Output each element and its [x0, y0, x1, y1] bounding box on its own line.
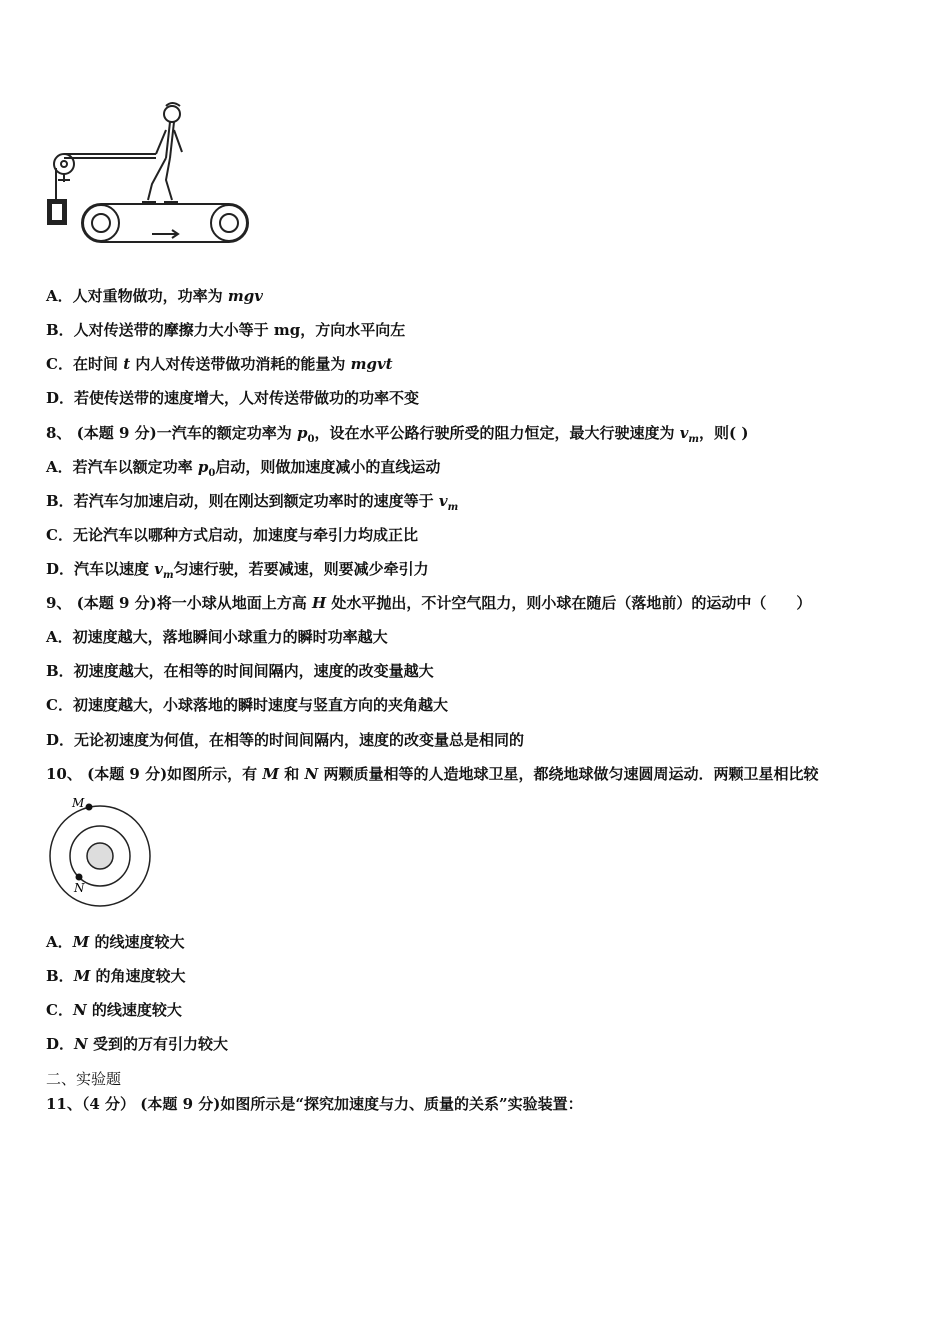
q7-option-a-var: mgv [227, 287, 263, 305]
q10-option-b-suffix: 的角速度较大 [95, 967, 186, 985]
q7-option-c-middle: 内人对传送带做功消耗的能量为 [135, 355, 346, 373]
q7-option-a [46, 286, 263, 306]
q10-stem [46, 764, 818, 784]
q8-stem-middle: ，设在水平公路行驶所受的阻力恒定，最大行驶速度为 [314, 424, 675, 442]
q8-stem-sub: 0 [307, 434, 315, 445]
q9-option-d [46, 730, 524, 750]
section-title [46, 1069, 121, 1089]
q10-option-d-suffix: 受到的万有引力较大 [92, 1035, 228, 1053]
q7-option-c [46, 354, 393, 374]
q8-option-c [46, 525, 418, 545]
person-head [164, 106, 180, 122]
q8-stem-var2: v [679, 424, 689, 442]
satellite-orbit-figure [44, 796, 156, 910]
q10-option-a-prefix: A． [46, 933, 73, 951]
satellite-m-label: M [72, 796, 85, 810]
q8-option-a-sub: 0 [208, 468, 216, 479]
q10-option-b [46, 966, 186, 986]
q10-option-d [46, 1034, 228, 1054]
treadmill-pulley-figure [44, 100, 254, 250]
q8-option-d-prefix: D．汽车以速度 [46, 560, 150, 578]
q8-stem-prefix: 8、 (本题 9 分)一汽车的额定功率为 [46, 424, 292, 442]
q11-stem [46, 1094, 583, 1114]
q10-option-c [46, 1000, 182, 1020]
q7-option-d-text: D．若使传送带的速度增大，人对传送带做功的功率不变 [46, 389, 420, 407]
earth [87, 843, 113, 869]
q10-stem-middle: 和 [284, 765, 300, 783]
q9-stem-suffix: 处水平抛出，不计空气阻力，则小球在随后（落地前）的运动中（ ） [331, 594, 812, 612]
q8-option-b [46, 491, 458, 518]
q10-option-d-var: N [74, 1035, 88, 1053]
q8-option-b-prefix: B．若汽车匀加速启动，则在刚达到额定功率时的速度等于 [46, 492, 434, 510]
q10-stem-suffix: 两颗质量相等的人造地球卫星，都绕地球做匀速圆周运动．两颗卫星相比较 [323, 765, 819, 783]
q8-option-a-var: p [197, 458, 209, 476]
section-title-text: 二、实验题 [46, 1070, 122, 1088]
q9-stem [46, 593, 811, 613]
q10-option-a [46, 932, 185, 952]
q8-stem-sub2: m [688, 434, 700, 445]
q8-option-d-var: v [154, 560, 163, 578]
q11-stem-text: 11、（4 分） (本题 9 分)如图所示是“探究加速度与力、质量的关系”实验装置： [46, 1095, 583, 1113]
q8-stem-var: p [296, 424, 308, 442]
q10-option-c-prefix: C． [46, 1001, 73, 1019]
q10-stem-var2: N [304, 765, 319, 783]
q8-stem [46, 423, 748, 450]
q7-option-b [46, 320, 405, 340]
q10-option-b-var: M [73, 967, 91, 985]
q10-option-c-var: N [72, 1001, 87, 1019]
q8-option-d-suffix: 匀速行驶，若要减速，则要减少牵引力 [173, 560, 429, 578]
q9-option-c-text: C．初速度越大，小球落地的瞬时速度与竖直方向的夹角越大 [46, 696, 448, 714]
q10-option-d-prefix: D． [46, 1035, 75, 1053]
q8-stem-suffix: ，则( ) [699, 424, 749, 442]
q9-option-a-text: A．初速度越大，落地瞬间小球重力的瞬时功率越大 [46, 628, 388, 646]
q8-option-a-suffix: 启动，则做加速度减小的直线运动 [215, 458, 441, 476]
q8-option-d-sub: m [162, 570, 174, 581]
q7-option-a-prefix: A．人对重物做功，功率为 [46, 287, 223, 305]
q9-option-a [46, 627, 388, 647]
q9-option-c [46, 695, 448, 715]
q7-option-c-var1: t [123, 355, 131, 373]
q8-option-a [46, 457, 440, 484]
satellite-n-label: N [74, 881, 85, 895]
q9-option-b-text: B．初速度越大，在相等的时间间隔内，速度的改变量越大 [46, 662, 434, 680]
conveyor-belt [82, 204, 248, 242]
q10-stem-var1: M [262, 765, 280, 783]
q10-option-b-prefix: B． [46, 967, 74, 985]
q7-option-c-prefix: C．在时间 [46, 355, 118, 373]
q8-option-d [46, 559, 429, 586]
q7-option-c-var2: mgvt [350, 355, 393, 373]
q10-option-c-suffix: 的线速度较大 [91, 1001, 182, 1019]
q8-option-b-var: v [438, 492, 448, 510]
q7-option-d [46, 388, 419, 408]
q10-option-a-var: M [72, 933, 90, 951]
q8-option-a-prefix: A．若汽车以额定功率 [46, 458, 193, 476]
q9-option-b [46, 661, 434, 681]
q8-option-b-sub: m [447, 502, 459, 513]
q7-option-b-text: B．人对传送带的摩擦力大小等于 mg，方向水平向左 [46, 321, 406, 339]
q9-stem-prefix: 9、 (本题 9 分)将一小球从地面上方高 [46, 594, 307, 612]
q10-stem-prefix: 10、 (本题 9 分)如图所示，有 [46, 765, 258, 783]
satellite-n [76, 874, 83, 881]
q9-option-d-text: D．无论初速度为何值，在相等的时间间隔内，速度的改变量总是相同的 [46, 731, 525, 749]
satellite-m [86, 804, 93, 811]
q9-stem-var: H [311, 594, 327, 612]
q8-option-c-text: C．无论汽车以哪种方式启动，加速度与牵引力均成正比 [46, 526, 418, 544]
q10-option-a-suffix: 的线速度较大 [94, 933, 185, 951]
